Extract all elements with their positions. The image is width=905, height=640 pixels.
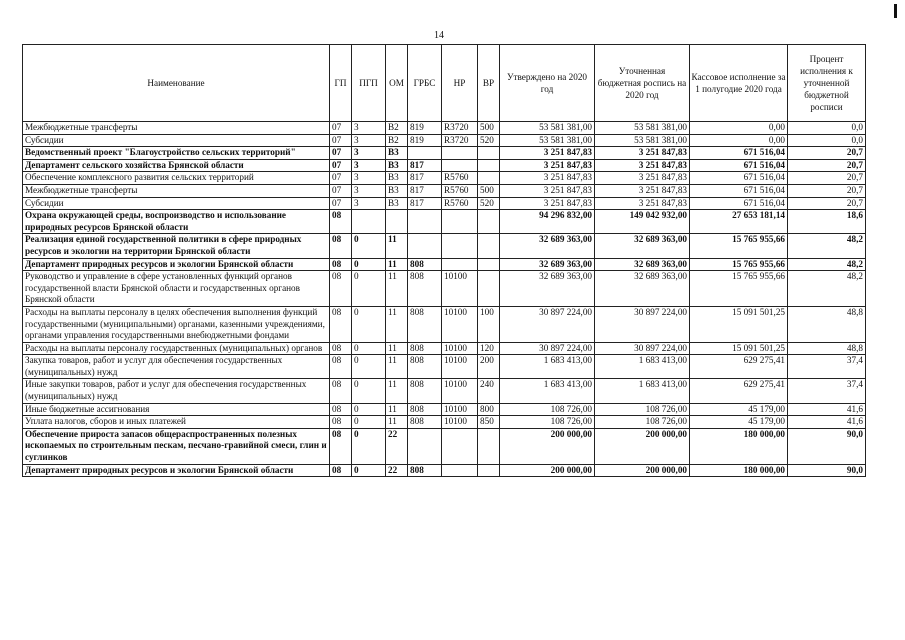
- cell-om: 11: [386, 403, 408, 416]
- cell-vr: [478, 271, 500, 307]
- cell-vr: 500: [478, 122, 500, 135]
- cell-vr: [478, 234, 500, 258]
- cell-refined: 3 251 847,83: [595, 147, 690, 160]
- cell-approved: 53 581 381,00: [500, 122, 595, 135]
- cell-cash: 15 765 955,66: [690, 271, 788, 307]
- cell-approved: 200 000,00: [500, 428, 595, 464]
- cell-om: 11: [386, 342, 408, 355]
- cell-gp: 08: [330, 342, 352, 355]
- cell-percent: 20,7: [788, 172, 866, 185]
- cell-ppgp: 0: [352, 306, 386, 342]
- cell-approved: 3 251 847,83: [500, 147, 595, 160]
- cell-cash: 180 000,00: [690, 428, 788, 464]
- table-row: [23, 342, 866, 355]
- cell-ppgp: 0: [352, 342, 386, 355]
- cell-percent: 48,2: [788, 234, 866, 258]
- header-np: НР: [442, 45, 478, 122]
- header-name: Наименование: [23, 45, 330, 122]
- cell-percent: 0,0: [788, 134, 866, 147]
- cell-om: 11: [386, 355, 408, 379]
- cell-grbs: 808: [408, 271, 442, 307]
- cell-name: Расходы на выплаты персоналу государственных (муниципальных) органов: [23, 342, 330, 355]
- cell-name: Департамент сельского хозяйства Брянской области: [23, 159, 330, 172]
- cell-percent: 37,4: [788, 355, 866, 379]
- cell-grbs: 817: [408, 159, 442, 172]
- cell-np: R3720: [442, 122, 478, 135]
- cell-cash: 629 275,41: [690, 379, 788, 403]
- cell-ppgp: 0: [352, 271, 386, 307]
- cell-grbs: 808: [408, 306, 442, 342]
- table-row: [23, 122, 866, 135]
- cell-om: 22: [386, 428, 408, 464]
- cell-refined: 30 897 224,00: [595, 342, 690, 355]
- cell-om: В3: [386, 159, 408, 172]
- table-body: [23, 122, 866, 477]
- cell-np: [442, 428, 478, 464]
- cell-refined: 32 689 363,00: [595, 271, 690, 307]
- cell-grbs: 808: [408, 464, 442, 477]
- cell-grbs: 808: [408, 379, 442, 403]
- cell-om: В2: [386, 134, 408, 147]
- cell-ppgp: 3: [352, 197, 386, 210]
- cell-name: Иные закупки товаров, работ и услуг для обеспечения государственных (муниципальных) нужд: [23, 379, 330, 403]
- cell-gp: 07: [330, 134, 352, 147]
- cell-grbs: 817: [408, 184, 442, 197]
- cell-gp: 07: [330, 147, 352, 160]
- cell-cash: 45 179,00: [690, 403, 788, 416]
- cell-vr: [478, 258, 500, 271]
- header-percent: Процент исполнения к уточненной бюджетной росписи: [788, 45, 866, 122]
- table-row: [23, 234, 866, 258]
- cell-percent: 90,0: [788, 464, 866, 477]
- header-om: ОМ: [386, 45, 408, 122]
- cell-gp: 07: [330, 159, 352, 172]
- cell-percent: 20,7: [788, 184, 866, 197]
- table-row: [23, 416, 866, 429]
- cell-approved: 32 689 363,00: [500, 258, 595, 271]
- table-row: [23, 403, 866, 416]
- cell-ppgp: 0: [352, 428, 386, 464]
- cell-refined: 3 251 847,83: [595, 197, 690, 210]
- table-row: [23, 271, 866, 307]
- cell-gp: 07: [330, 172, 352, 185]
- cell-name: Закупка товаров, работ и услуг для обеспечения государственных (муниципальных) нужд: [23, 355, 330, 379]
- cell-approved: 3 251 847,83: [500, 172, 595, 185]
- cell-np: [442, 210, 478, 234]
- cell-percent: 48,8: [788, 342, 866, 355]
- cell-name: Обеспечение прироста запасов общераспространенных полезных ископаемых по строительным пескам, песчано-гравийной смеси, глин и суглинков: [23, 428, 330, 464]
- cell-approved: 30 897 224,00: [500, 342, 595, 355]
- cell-vr: [478, 210, 500, 234]
- cell-approved: 200 000,00: [500, 464, 595, 477]
- cell-vr: 200: [478, 355, 500, 379]
- table-row: [23, 172, 866, 185]
- table-row: [23, 258, 866, 271]
- cell-gp: 08: [330, 306, 352, 342]
- cell-om: 11: [386, 306, 408, 342]
- cell-name: Расходы на выплаты персоналу в целях обеспечения выполнения функций государственными (муниципальными) органами, казенными учреждениями, органами управления государственными внебюджетными фондами: [23, 306, 330, 342]
- cell-approved: 1 683 413,00: [500, 355, 595, 379]
- cell-ppgp: 3: [352, 134, 386, 147]
- cell-gp: 08: [330, 403, 352, 416]
- cell-om: 11: [386, 379, 408, 403]
- cell-refined: 108 726,00: [595, 416, 690, 429]
- cell-name: Департамент природных ресурсов и экологии Брянской области: [23, 464, 330, 477]
- cell-gp: 07: [330, 184, 352, 197]
- cell-grbs: [408, 210, 442, 234]
- cell-ppgp: 0: [352, 403, 386, 416]
- cell-grbs: 808: [408, 355, 442, 379]
- cell-refined: 32 689 363,00: [595, 258, 690, 271]
- cell-refined: 200 000,00: [595, 464, 690, 477]
- budget-table: [22, 44, 866, 477]
- cell-np: 10100: [442, 379, 478, 403]
- cell-ppgp: 0: [352, 379, 386, 403]
- cell-np: R5760: [442, 197, 478, 210]
- cell-approved: 94 296 832,00: [500, 210, 595, 234]
- cell-ppgp: 3: [352, 122, 386, 135]
- cell-percent: 48,8: [788, 306, 866, 342]
- cell-name: Обеспечение комплексного развития сельских территорий: [23, 172, 330, 185]
- cell-refined: 3 251 847,83: [595, 159, 690, 172]
- cell-np: [442, 258, 478, 271]
- cell-ppgp: 3: [352, 159, 386, 172]
- cell-grbs: 817: [408, 172, 442, 185]
- cell-approved: 3 251 847,83: [500, 197, 595, 210]
- cell-ppgp: 3: [352, 147, 386, 160]
- cell-grbs: [408, 147, 442, 160]
- cell-grbs: [408, 428, 442, 464]
- cell-cash: 671 516,04: [690, 197, 788, 210]
- cell-name: Межбюджетные трансферты: [23, 184, 330, 197]
- cell-vr: 120: [478, 342, 500, 355]
- corner-mark: [894, 4, 897, 18]
- cell-np: [442, 464, 478, 477]
- cell-vr: [478, 172, 500, 185]
- cell-om: 11: [386, 258, 408, 271]
- cell-approved: 30 897 224,00: [500, 306, 595, 342]
- cell-cash: 45 179,00: [690, 416, 788, 429]
- cell-gp: 08: [330, 210, 352, 234]
- cell-refined: 32 689 363,00: [595, 234, 690, 258]
- cell-vr: 240: [478, 379, 500, 403]
- cell-np: R3720: [442, 134, 478, 147]
- cell-cash: 15 765 955,66: [690, 234, 788, 258]
- cell-name: Уплата налогов, сборов и иных платежей: [23, 416, 330, 429]
- cell-cash: 180 000,00: [690, 464, 788, 477]
- cell-om: В2: [386, 122, 408, 135]
- cell-np: [442, 234, 478, 258]
- table-row: [23, 159, 866, 172]
- cell-percent: 20,7: [788, 159, 866, 172]
- header-vr: ВР: [478, 45, 500, 122]
- cell-grbs: [408, 234, 442, 258]
- cell-gp: 08: [330, 464, 352, 477]
- cell-vr: [478, 428, 500, 464]
- cell-vr: 100: [478, 306, 500, 342]
- table-row: [23, 428, 866, 464]
- cell-approved: 53 581 381,00: [500, 134, 595, 147]
- cell-gp: 08: [330, 355, 352, 379]
- cell-grbs: 808: [408, 258, 442, 271]
- cell-vr: [478, 147, 500, 160]
- cell-refined: 1 683 413,00: [595, 379, 690, 403]
- cell-gp: 08: [330, 428, 352, 464]
- cell-ppgp: 0: [352, 464, 386, 477]
- cell-np: 10100: [442, 342, 478, 355]
- cell-percent: 41,6: [788, 403, 866, 416]
- table-row: [23, 210, 866, 234]
- cell-om: 11: [386, 234, 408, 258]
- cell-om: В3: [386, 172, 408, 185]
- table-row: [23, 147, 866, 160]
- cell-approved: 32 689 363,00: [500, 271, 595, 307]
- cell-cash: 671 516,04: [690, 159, 788, 172]
- cell-percent: 18,6: [788, 210, 866, 234]
- cell-om: В3: [386, 147, 408, 160]
- cell-grbs: 808: [408, 416, 442, 429]
- cell-name: Ведомственный проект "Благоустройство сельских территорий": [23, 147, 330, 160]
- cell-om: 11: [386, 271, 408, 307]
- cell-approved: 1 683 413,00: [500, 379, 595, 403]
- header-refined: Уточненная бюджетная роспись на 2020 год: [595, 45, 690, 122]
- cell-cash: 671 516,04: [690, 184, 788, 197]
- cell-gp: 07: [330, 122, 352, 135]
- cell-refined: 200 000,00: [595, 428, 690, 464]
- header-cash: Кассовое исполнение за 1 полугодие 2020 года: [690, 45, 788, 122]
- header-approved: Утверждено на 2020 год: [500, 45, 595, 122]
- header-grbs: ГРБС: [408, 45, 442, 122]
- cell-name: Субсидии: [23, 134, 330, 147]
- cell-om: [386, 210, 408, 234]
- cell-np: [442, 159, 478, 172]
- cell-cash: 671 516,04: [690, 147, 788, 160]
- table-row: [23, 184, 866, 197]
- cell-np: R5760: [442, 184, 478, 197]
- table-row: [23, 355, 866, 379]
- cell-np: 10100: [442, 416, 478, 429]
- cell-vr: [478, 159, 500, 172]
- cell-om: В3: [386, 184, 408, 197]
- cell-name: Иные бюджетные ассигнования: [23, 403, 330, 416]
- cell-np: 10100: [442, 403, 478, 416]
- cell-cash: 15 091 501,25: [690, 342, 788, 355]
- cell-gp: 08: [330, 379, 352, 403]
- cell-percent: 48,2: [788, 258, 866, 271]
- table-row: [23, 306, 866, 342]
- cell-vr: 500: [478, 184, 500, 197]
- cell-approved: 108 726,00: [500, 403, 595, 416]
- cell-ppgp: 0: [352, 234, 386, 258]
- cell-np: 10100: [442, 306, 478, 342]
- cell-gp: 08: [330, 234, 352, 258]
- cell-refined: 1 683 413,00: [595, 355, 690, 379]
- table-header-row: [23, 45, 866, 122]
- cell-cash: 15 091 501,25: [690, 306, 788, 342]
- cell-percent: 48,2: [788, 271, 866, 307]
- cell-approved: 32 689 363,00: [500, 234, 595, 258]
- cell-ppgp: 0: [352, 258, 386, 271]
- cell-np: 10100: [442, 271, 478, 307]
- table-row: [23, 197, 866, 210]
- cell-cash: 27 653 181,14: [690, 210, 788, 234]
- cell-cash: 15 765 955,66: [690, 258, 788, 271]
- table-row: [23, 379, 866, 403]
- cell-cash: 629 275,41: [690, 355, 788, 379]
- cell-name: Руководство и управление в сфере установленных функций органов государственной власти Брянской области и государственных органов Брянской области: [23, 271, 330, 307]
- cell-refined: 3 251 847,83: [595, 172, 690, 185]
- cell-grbs: 808: [408, 342, 442, 355]
- cell-percent: 0,0: [788, 122, 866, 135]
- cell-refined: 53 581 381,00: [595, 134, 690, 147]
- cell-refined: 53 581 381,00: [595, 122, 690, 135]
- cell-cash: 0,00: [690, 134, 788, 147]
- cell-name: Реализация единой государственной политики в сфере природных ресурсов и экологии на территории Брянской области: [23, 234, 330, 258]
- cell-name: Субсидии: [23, 197, 330, 210]
- cell-grbs: 817: [408, 197, 442, 210]
- cell-approved: 108 726,00: [500, 416, 595, 429]
- cell-percent: 41,6: [788, 416, 866, 429]
- cell-name: Охрана окружающей среды, воспроизводство и использование природных ресурсов Брянской области: [23, 210, 330, 234]
- cell-ppgp: 0: [352, 355, 386, 379]
- cell-percent: 20,7: [788, 147, 866, 160]
- cell-name: Департамент природных ресурсов и экологии Брянской области: [23, 258, 330, 271]
- cell-ppgp: 0: [352, 416, 386, 429]
- table-row: [23, 134, 866, 147]
- cell-percent: 90,0: [788, 428, 866, 464]
- cell-vr: 800: [478, 403, 500, 416]
- cell-om: В3: [386, 197, 408, 210]
- cell-ppgp: 3: [352, 184, 386, 197]
- cell-approved: 3 251 847,83: [500, 184, 595, 197]
- header-gp: ГП: [330, 45, 352, 122]
- cell-ppgp: 3: [352, 172, 386, 185]
- cell-np: 10100: [442, 355, 478, 379]
- cell-cash: 0,00: [690, 122, 788, 135]
- cell-refined: 108 726,00: [595, 403, 690, 416]
- cell-np: [442, 147, 478, 160]
- cell-grbs: 819: [408, 122, 442, 135]
- cell-gp: 08: [330, 271, 352, 307]
- cell-vr: 850: [478, 416, 500, 429]
- cell-percent: 37,4: [788, 379, 866, 403]
- cell-grbs: 808: [408, 403, 442, 416]
- cell-vr: 520: [478, 134, 500, 147]
- page-number: 14: [434, 30, 444, 41]
- cell-ppgp: [352, 210, 386, 234]
- cell-gp: 07: [330, 197, 352, 210]
- cell-om: 11: [386, 416, 408, 429]
- cell-approved: 3 251 847,83: [500, 159, 595, 172]
- cell-refined: 3 251 847,83: [595, 184, 690, 197]
- cell-gp: 08: [330, 258, 352, 271]
- cell-om: 22: [386, 464, 408, 477]
- table-row: [23, 464, 866, 477]
- cell-vr: [478, 464, 500, 477]
- cell-grbs: 819: [408, 134, 442, 147]
- cell-gp: 08: [330, 416, 352, 429]
- cell-cash: 671 516,04: [690, 172, 788, 185]
- cell-refined: 149 042 932,00: [595, 210, 690, 234]
- cell-refined: 30 897 224,00: [595, 306, 690, 342]
- cell-name: Межбюджетные трансферты: [23, 122, 330, 135]
- cell-percent: 20,7: [788, 197, 866, 210]
- cell-vr: 520: [478, 197, 500, 210]
- cell-np: R5760: [442, 172, 478, 185]
- header-ppgp: ПГП: [352, 45, 386, 122]
